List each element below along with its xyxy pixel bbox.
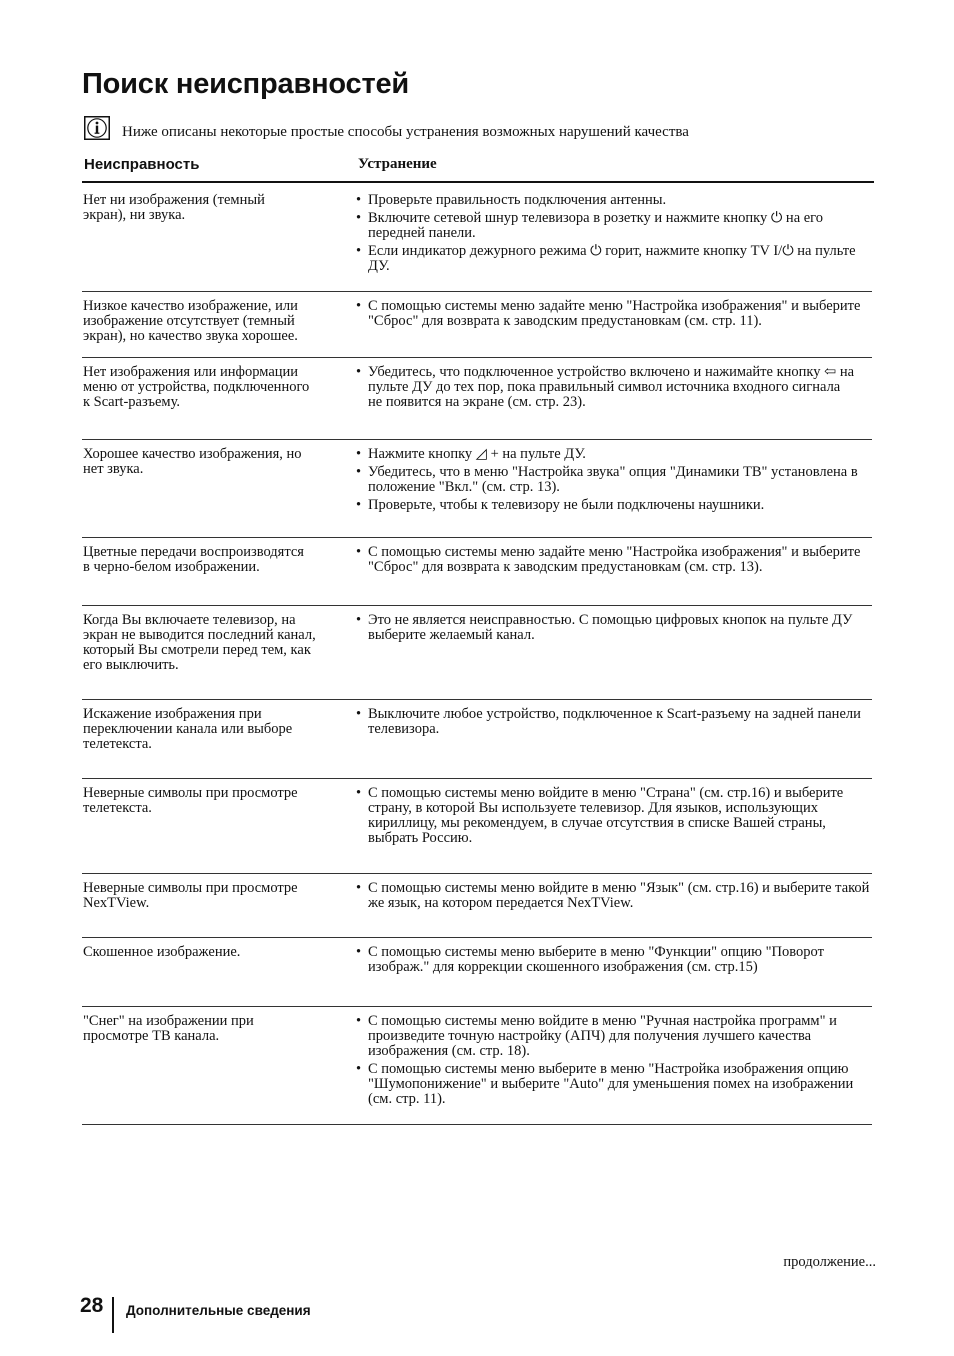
solution-text: Включите сетевой шнур телевизора в розетку и нажмите кнопку ⏻ на его передней панели.	[368, 210, 824, 241]
solution-text: Убедитесь, что подключенное устройство включено и нажимайте кнопку ⇦ на пульте ДУ до тех пор, пока правильный символ источника входного сигнала не появится на экране (см. стр. 23).	[368, 364, 855, 410]
bullet-icon: •	[356, 192, 362, 208]
footer-divider	[112, 1297, 114, 1333]
bullet-icon: •	[356, 464, 362, 480]
row-divider	[82, 1006, 872, 1007]
info-icon	[84, 116, 110, 140]
solution-text: Это не является неисправностью. С помощью цифровых кнопок на пульте ДУ выберите желаемый канал.	[368, 612, 853, 643]
problem-cell: Низкое качество изображение, или изображение отсутствует (темный экран), но качество звука хорошее.	[83, 298, 298, 344]
solution-item	[356, 211, 876, 241]
note-text: Ниже описаны некоторые простые способы устранения возможных нарушений качества	[122, 123, 689, 140]
row-divider	[82, 357, 872, 358]
solution-item	[356, 244, 876, 274]
solution-list	[356, 447, 876, 516]
bullet-icon: •	[356, 706, 362, 722]
problem-cell: Хорошее качество изображения, но нет звука.	[83, 446, 302, 477]
solution-list	[356, 193, 876, 277]
solution-item	[356, 365, 876, 410]
solution-text: С помощью системы меню задайте меню "Настройка изображения" и выберите "Сброс" для возврата к заводским предустановкам (см. стр. 13).	[368, 544, 861, 575]
solution-item	[356, 613, 876, 643]
solution-text: С помощью системы меню выберите в меню "Функции" опцию "Поворот изображ." для коррекции скошенного изображения (см. стр.15)	[368, 944, 824, 975]
footer-section-title: Дополнительные сведения	[126, 1303, 311, 1318]
solution-item	[356, 1062, 876, 1107]
page-title: Поиск неисправностей	[82, 68, 410, 100]
problem-cell: Искажение изображения при переключении канала или выборе телетекста.	[83, 706, 293, 752]
solution-item	[356, 881, 876, 911]
solution-item	[356, 707, 876, 737]
problem-cell: Цветные передачи воспроизводятся в черно-белом изображении.	[83, 544, 304, 575]
row-divider	[82, 605, 872, 606]
solution-text: Проверьте, чтобы к телевизору не были подключены наушники.	[368, 497, 765, 513]
solution-text: Проверьте правильность подключения антенны.	[368, 192, 667, 208]
bullet-icon: •	[356, 612, 362, 628]
bullet-icon: •	[356, 364, 362, 380]
problem-cell: Скошенное изображение.	[83, 944, 241, 960]
solution-text: Убедитесь, что в меню "Настройка звука" опция "Динамики ТВ" установлена в положение "Вкл." (см. стр. 13).	[368, 464, 858, 495]
row-divider	[82, 1124, 872, 1125]
solution-text: С помощью системы меню войдите в меню "Страна" (см. стр.16) и выберите страну, в которой Вы используете телевизор. Для языков, использующих кириллицу, мы рекомендуем, в случае отсутствия в списке Вашей страны, выбрать Россию.	[368, 785, 844, 846]
solution-text: С помощью системы меню войдите в меню "Ручная настройка программ" и произведите точную настройку (АПЧ) для получения лучшего качества изображения (см. стр. 18).	[368, 1013, 837, 1059]
bullet-icon: •	[356, 497, 362, 513]
bullet-icon: •	[356, 880, 362, 896]
problem-cell: Неверные символы при просмотре NexTView.	[83, 880, 298, 911]
row-divider	[82, 537, 872, 538]
solution-text: Нажмите кнопку ◿ + на пульте ДУ.	[368, 446, 586, 462]
bullet-icon: •	[356, 210, 362, 226]
solution-item	[356, 1014, 876, 1059]
solution-list	[356, 1014, 876, 1110]
bullet-icon: •	[356, 446, 362, 462]
row-divider	[82, 778, 872, 779]
solution-item	[356, 299, 876, 329]
column-header-solution: Устранение	[358, 156, 437, 172]
solution-item	[356, 193, 876, 208]
solution-item	[356, 945, 876, 975]
header-rule	[82, 181, 874, 183]
solution-list	[356, 945, 876, 978]
row-divider	[82, 699, 872, 700]
solution-item	[356, 498, 876, 513]
solution-list	[356, 365, 876, 413]
bullet-icon: •	[356, 1061, 362, 1077]
solution-list	[356, 613, 876, 646]
solution-list	[356, 299, 876, 332]
row-divider	[82, 439, 872, 440]
problem-cell: Когда Вы включаете телевизор, на экран не выводится последний канал, который Вы смотрели перед тем, как его выключить.	[83, 612, 316, 673]
problem-cell: Неверные символы при просмотре телетекста.	[83, 785, 298, 816]
solution-list	[356, 786, 876, 849]
problem-cell: Нет изображения или информации меню от устройства, подключенного к Scart-разъему.	[83, 364, 310, 410]
bullet-icon: •	[356, 544, 362, 560]
info-note	[84, 116, 689, 140]
row-divider	[82, 937, 872, 938]
solution-item	[356, 465, 876, 495]
bullet-icon: •	[356, 1013, 362, 1029]
solution-text: С помощью системы меню выберите в меню "Настройка изображения опцию "Шумопонижение" и выберите "Auto" для уменьшения помех на изображении (см. стр. 11).	[368, 1061, 854, 1107]
row-divider	[82, 291, 872, 292]
row-divider	[82, 873, 872, 874]
problem-cell: Нет ни изображения (темный экран), ни звука.	[83, 192, 265, 223]
column-header-problem: Неисправность	[84, 156, 200, 173]
page-number: 28	[80, 1294, 104, 1317]
solution-text: С помощью системы меню войдите в меню "Язык" (см. стр.16) и выберите такой же язык, на котором передается NexTView.	[368, 880, 870, 911]
solution-item	[356, 545, 876, 575]
solution-item	[356, 447, 876, 462]
solution-list	[356, 707, 876, 740]
solution-list	[356, 881, 876, 914]
bullet-icon: •	[356, 243, 362, 259]
problem-cell: "Снег" на изображении при просмотре ТВ канала.	[83, 1013, 254, 1044]
bullet-icon: •	[356, 944, 362, 960]
continued-label: продолжение...	[783, 1254, 876, 1270]
solution-item	[356, 786, 876, 846]
solution-text: Выключите любое устройство, подключенное к Scart-разъему на задней панели телевизора.	[368, 706, 861, 737]
solution-text: С помощью системы меню задайте меню "Настройка изображения" и выберите "Сброс" для возврата к заводским предустановкам (см. стр. 11).	[368, 298, 861, 329]
solution-text: Если индикатор дежурного режима ⏻ горит, нажмите кнопку TV I/⏻ на пульте ДУ.	[368, 243, 856, 274]
bullet-icon: •	[356, 298, 362, 314]
solution-list	[356, 545, 876, 578]
bullet-icon: •	[356, 785, 362, 801]
